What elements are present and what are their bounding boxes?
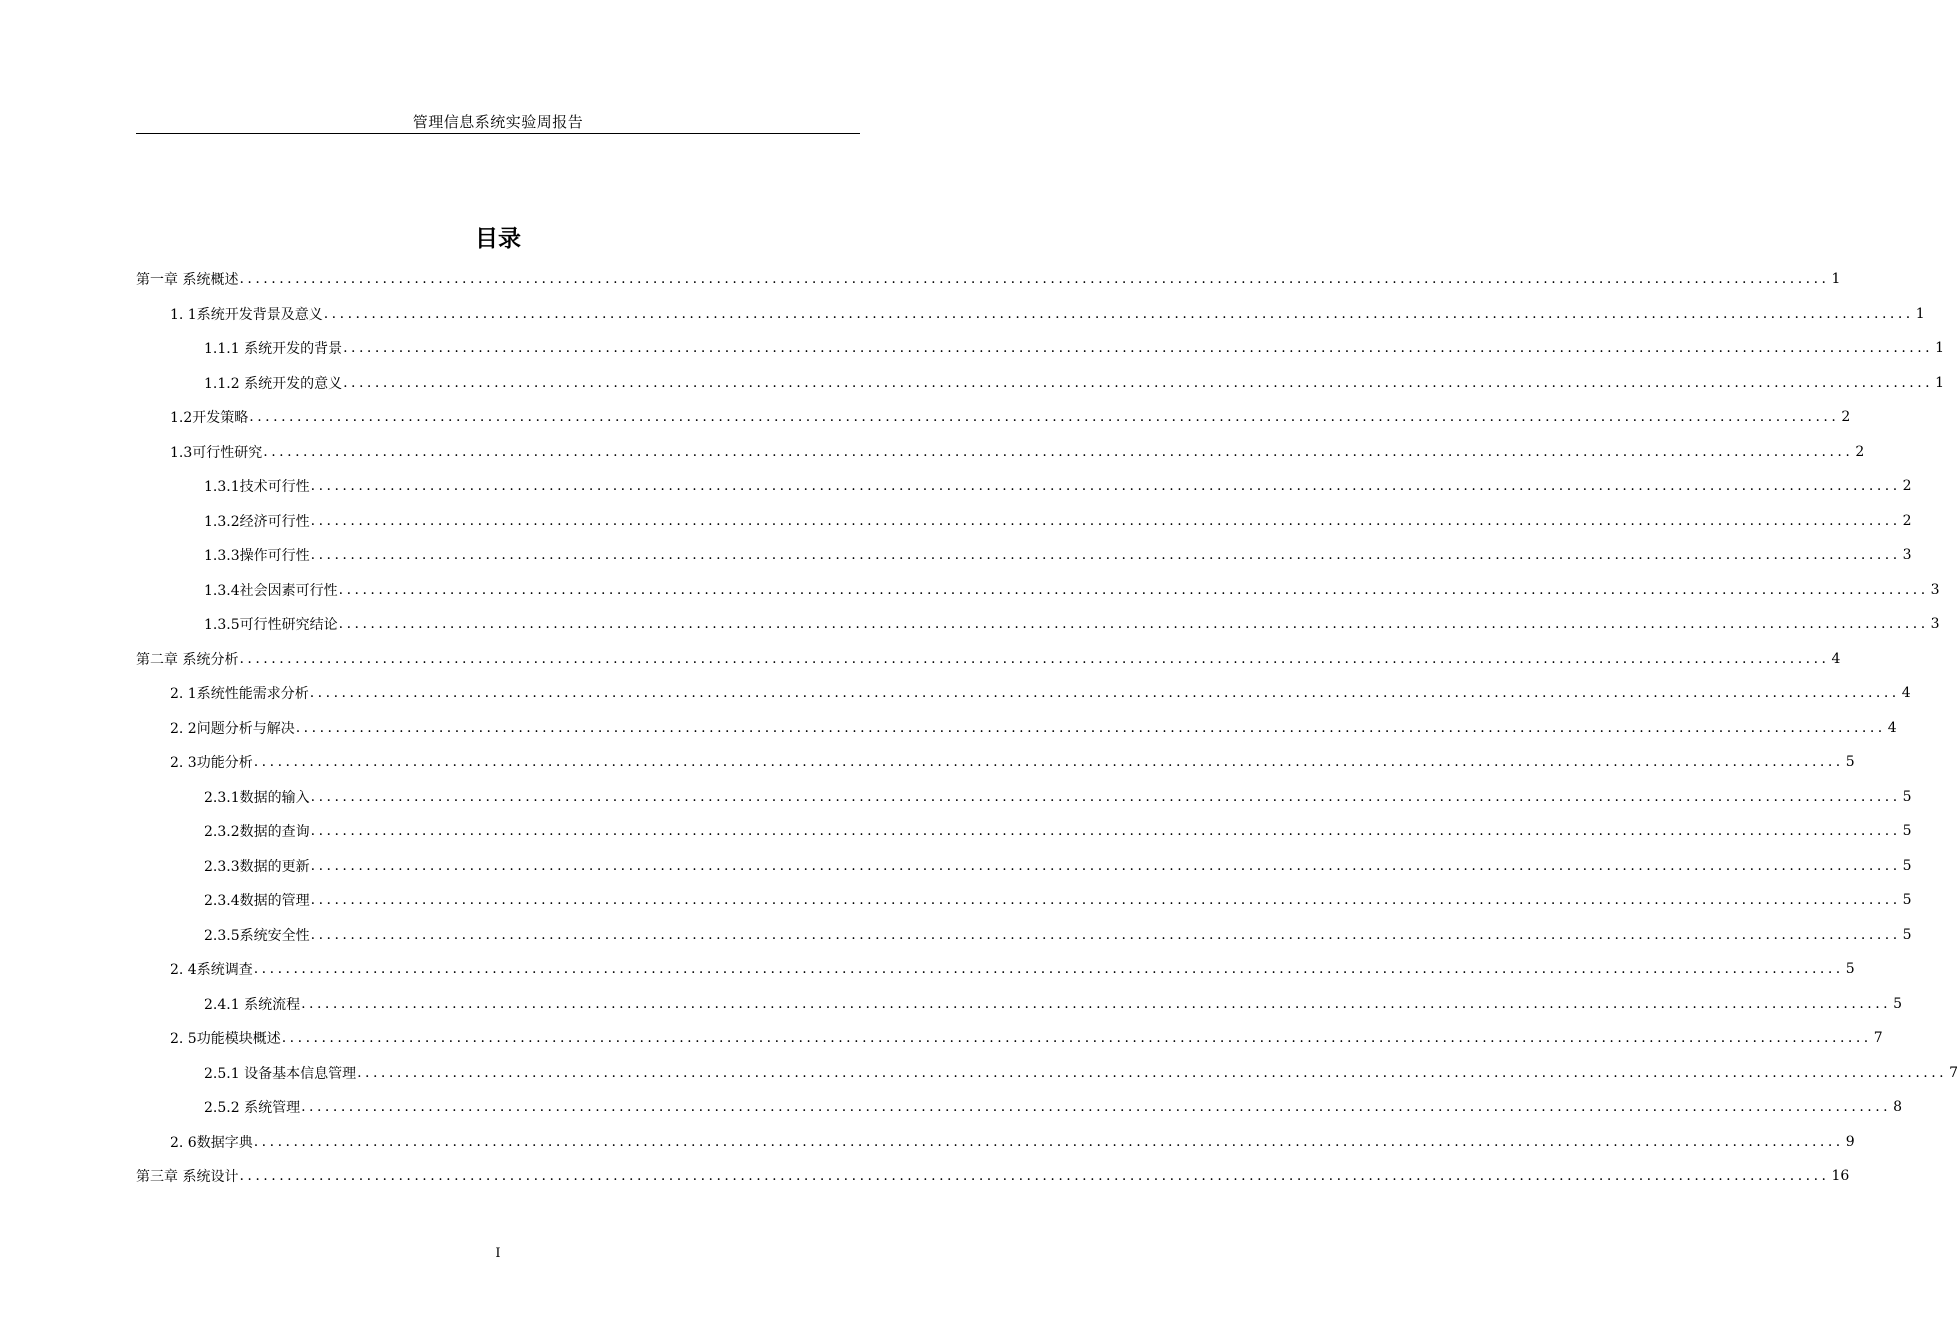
toc-entry-label: 2.3.3数据的更新 — [204, 858, 310, 875]
toc-entry-label: 1.3.3操作可行性 — [204, 548, 310, 564]
toc-entry-label: 2.5.2 系统管理 — [204, 1100, 301, 1116]
toc-entry-page: 2 — [1855, 443, 1865, 460]
toc-entry-page: 3 — [1930, 581, 1940, 598]
toc-entry-page: 2 — [1902, 512, 1912, 529]
toc-entry-page: 2 — [1841, 409, 1851, 425]
toc-dot-leader: ........................................................................................................................................................................................................ — [310, 857, 1901, 874]
toc-dot-leader: ........................................................................................................................................................................................................ — [263, 443, 1854, 460]
toc-entry-page: 3 — [1902, 547, 1912, 563]
toc-entry-label: 1.2开发策略 — [170, 410, 249, 426]
header-rule — [136, 133, 860, 134]
toc-dot-leader: ........................................................................................................................................................................................................ — [310, 788, 1901, 805]
toc-entry[interactable] — [170, 435, 1865, 469]
toc-dot-leader: ........................................................................................................................................................................................................ — [343, 340, 1934, 356]
toc-entry-page: 7 — [1949, 1064, 1958, 1081]
toc-entry[interactable] — [204, 573, 1940, 607]
toc-entry[interactable] — [204, 780, 1912, 814]
toc-entry[interactable] — [170, 1125, 1855, 1159]
toc-entry[interactable] — [204, 918, 1912, 952]
toc-entry[interactable] — [204, 1056, 1958, 1090]
toc-title: 目录 — [475, 226, 521, 252]
toc-entry-label: 1. 1系统开发背景及意义 — [170, 306, 323, 323]
toc-dot-leader: ........................................................................................................................................................................................................ — [338, 616, 1929, 632]
toc-entry-label: 1.3.5可行性研究结论 — [204, 617, 338, 633]
running-header: 管理信息系统实验周报告 — [412, 113, 584, 131]
toc-entry-label: 2. 3功能分析 — [170, 755, 253, 771]
toc-dot-leader: ........................................................................................................................................................................................................ — [253, 754, 1844, 770]
toc-entry[interactable] — [204, 1090, 1903, 1124]
toc-entry-page: 1 — [1831, 271, 1841, 287]
toc-dot-leader: ........................................................................................................................................................................................................ — [253, 1133, 1844, 1150]
toc-dot-leader: ........................................................................................................................................................................................................ — [301, 1099, 1892, 1115]
toc-entry-label: 2. 5功能模块概述 — [170, 1031, 281, 1047]
toc-entry-label: 1.3.2经济可行性 — [204, 513, 310, 530]
toc-entry[interactable] — [204, 814, 1912, 848]
toc-dot-leader: ........................................................................................................................................................................................................ — [253, 961, 1844, 977]
toc-entry-page: 5 — [1845, 754, 1855, 770]
toc-entry-page: 7 — [1873, 1030, 1883, 1046]
toc-entry[interactable] — [204, 607, 1940, 641]
toc-entry[interactable] — [204, 849, 1912, 883]
toc-entry[interactable] — [204, 366, 1945, 400]
toc-entry-label: 2.4.1 系统流程 — [204, 996, 301, 1013]
toc-entry-label: 2. 6数据字典 — [170, 1134, 253, 1151]
toc-entry[interactable] — [204, 883, 1912, 917]
toc-entry-page: 4 — [1887, 719, 1897, 736]
toc-entry-page: 8 — [1893, 1099, 1903, 1115]
toc-entry-label: 2. 2问题分析与解决 — [170, 720, 295, 737]
toc-dot-leader: ........................................................................................................................................................................................................ — [239, 271, 1830, 287]
toc-dot-leader: ........................................................................................................................................................................................................ — [323, 305, 1914, 322]
toc-dot-leader: ........................................................................................................................................................................................................ — [295, 719, 1886, 736]
page-number: I — [495, 1246, 501, 1261]
toc-entry-page: 5 — [1845, 961, 1855, 977]
toc-entry-page: 1 — [1935, 340, 1945, 356]
toc-entry-page: 9 — [1845, 1133, 1855, 1150]
toc-dot-leader: ........................................................................................................................................................................................................ — [239, 650, 1830, 667]
toc-dot-leader: ........................................................................................................................................................................................................ — [310, 547, 1901, 563]
toc-entry-label: 2.5.1 设备基本信息管理 — [204, 1065, 357, 1082]
toc-entry-label: 2. 4系统调查 — [170, 962, 253, 978]
toc-dot-leader: ........................................................................................................................................................................................................ — [301, 995, 1892, 1012]
toc-entry-label: 2.3.2数据的查询 — [204, 824, 310, 840]
toc-dot-leader: ........................................................................................................................................................................................................ — [357, 1064, 1948, 1081]
toc-entry[interactable] — [204, 504, 1912, 538]
toc-entry-label: 1.1.1 系统开发的背景 — [204, 341, 343, 357]
toc-entry-page: 4 — [1831, 650, 1841, 667]
toc-dot-leader: ........................................................................................................................................................................................................ — [309, 685, 1900, 701]
toc-entry[interactable] — [170, 711, 1897, 745]
toc-entry-page: 1 — [1935, 374, 1945, 391]
toc-dot-leader: ........................................................................................................................................................................................................ — [343, 374, 1934, 391]
toc-dot-leader: ........................................................................................................................................................................................................ — [310, 478, 1901, 494]
toc-entry-page: 4 — [1901, 685, 1911, 701]
toc-entry-label: 1.3.4社会因素可行性 — [204, 582, 338, 599]
toc-entry-page: 2 — [1902, 478, 1912, 494]
toc-entry[interactable] — [136, 1159, 1850, 1193]
toc-entry[interactable] — [170, 400, 1851, 434]
toc-dot-leader: ........................................................................................................................................................................................................ — [281, 1030, 1872, 1046]
toc-entry[interactable] — [170, 1021, 1883, 1055]
toc-entry-label: 第二章 系统分析 — [136, 651, 239, 668]
toc-entry-page: 16 — [1831, 1168, 1850, 1184]
toc-entry[interactable] — [204, 538, 1912, 572]
toc-entry-page: 3 — [1930, 616, 1940, 632]
toc-entry[interactable] — [204, 987, 1903, 1021]
toc-entry-page: 5 — [1902, 788, 1912, 805]
toc-entry-label: 1.3可行性研究 — [170, 444, 263, 461]
toc-entry[interactable] — [204, 331, 1945, 365]
toc-entry[interactable] — [170, 297, 1925, 331]
toc-entry[interactable] — [204, 469, 1912, 503]
toc-entry[interactable] — [170, 952, 1855, 986]
toc-entry-label: 2.3.4数据的管理 — [204, 893, 310, 909]
toc-entry-label: 1.3.1技术可行性 — [204, 479, 310, 495]
toc-entry-label: 2.3.5系统安全性 — [204, 927, 310, 944]
toc-entry-label: 2. 1系统性能需求分析 — [170, 686, 309, 702]
toc-entry[interactable] — [170, 676, 1911, 710]
toc-dot-leader: ........................................................................................................................................................................................................ — [310, 512, 1901, 529]
toc-entry[interactable] — [136, 262, 1841, 296]
toc-entry-page: 5 — [1902, 926, 1912, 943]
toc-entry-label: 第三章 系统设计 — [136, 1169, 239, 1185]
toc-entry-page: 5 — [1902, 857, 1912, 874]
toc-entry-page: 1 — [1915, 305, 1925, 322]
toc-dot-leader: ........................................................................................................................................................................................................ — [239, 1168, 1830, 1184]
toc-dot-leader: ........................................................................................................................................................................................................ — [310, 892, 1901, 908]
toc-entry-label: 2.3.1数据的输入 — [204, 789, 310, 806]
toc-entry-page: 5 — [1893, 995, 1903, 1012]
toc-dot-leader: ........................................................................................................................................................................................................ — [338, 581, 1929, 598]
toc-entry-page: 5 — [1902, 892, 1912, 908]
toc-entry-label: 1.1.2 系统开发的意义 — [204, 375, 343, 392]
toc-dot-leader: ........................................................................................................................................................................................................ — [249, 409, 1840, 425]
toc-entry[interactable] — [170, 745, 1855, 779]
toc-dot-leader: ........................................................................................................................................................................................................ — [310, 823, 1901, 839]
toc-entry[interactable] — [136, 642, 1841, 676]
toc-entry-label: 第一章 系统概述 — [136, 272, 239, 288]
toc-dot-leader: ........................................................................................................................................................................................................ — [310, 926, 1901, 943]
toc-entry-page: 5 — [1902, 823, 1912, 839]
